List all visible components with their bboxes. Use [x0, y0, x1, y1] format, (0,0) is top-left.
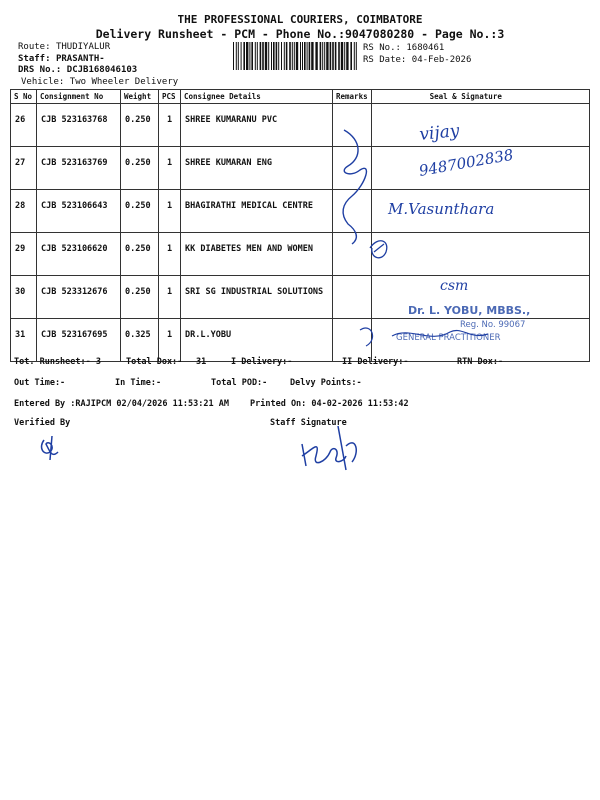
rs-no-line: RS No.: 1680461	[363, 43, 445, 53]
drs-value: DCJB168046103	[66, 65, 138, 75]
barcode-bar	[315, 42, 317, 70]
col-header-consignment: Consignment No	[37, 90, 121, 104]
rtn-dox: RTN Dox:-	[457, 357, 504, 367]
vehicle-value: Two Wheeler Delivery	[69, 76, 179, 87]
cell-sno: 31	[11, 319, 37, 362]
handwritten-row27: 9487002838	[417, 145, 515, 180]
barcode-bar	[335, 42, 337, 70]
staff-value: PRASANTH-	[55, 53, 105, 64]
cell-consignment: CJB 523106620	[37, 233, 121, 276]
barcode-bar	[273, 42, 275, 70]
col-header-weight: Weight	[121, 90, 159, 104]
barcode-bar	[320, 42, 322, 70]
barcode-bar	[350, 42, 352, 70]
cell-remarks	[333, 147, 372, 190]
barcode-bar	[338, 42, 340, 70]
barcode-bar	[271, 42, 272, 70]
drs-line: DRS No.: DCJB168046103	[18, 65, 138, 75]
table-row	[11, 147, 590, 190]
total-dox-value: 31	[196, 357, 207, 367]
cell-consignment: CJB 523163769	[37, 147, 121, 190]
header-left-block	[18, 42, 178, 88]
cell-seal	[371, 190, 589, 233]
barcode-bar	[265, 42, 267, 70]
cell-consignment: CJB 523106643	[37, 190, 121, 233]
entry-line	[14, 399, 409, 409]
cell-pcs: 1	[159, 276, 181, 319]
cell-weight: 0.250	[121, 190, 159, 233]
barcode-bar	[268, 42, 269, 70]
barcode-bar	[346, 42, 348, 70]
cell-pcs: 1	[159, 233, 181, 276]
barcode-bar	[330, 42, 332, 70]
barcode-bar	[257, 42, 258, 70]
barcode-bar	[326, 42, 328, 70]
cell-pcs: 1	[159, 104, 181, 147]
entered-by: Entered By :RAJIPCM 02/04/2026 11:53:21 AM	[14, 399, 229, 409]
col-header-sno: S No	[11, 90, 37, 104]
cell-sno: 30	[11, 276, 37, 319]
vehicle-line: Vehicle: Two Wheeler Delivery	[21, 76, 179, 87]
barcode-bar	[354, 42, 355, 70]
table-row	[11, 319, 590, 362]
cell-consignee: BHAGIRATHI MEDICAL CENTRE	[181, 190, 333, 233]
cell-pcs: 1	[159, 190, 181, 233]
col-header-seal: Seal & Signature	[371, 90, 589, 104]
barcode-bar	[241, 42, 242, 70]
cell-weight: 0.250	[121, 147, 159, 190]
barcode-bar	[276, 42, 278, 70]
cell-consignee: SHREE KUMARANU PVC	[181, 104, 333, 147]
delivery-table	[10, 89, 590, 362]
cell-consignment: CJB 523163768	[37, 104, 121, 147]
cell-pcs: 1	[159, 319, 181, 362]
cell-weight: 0.325	[121, 319, 159, 362]
table-row	[11, 233, 590, 276]
barcode-bar	[281, 42, 282, 70]
barcode-bar	[332, 42, 334, 70]
barcode-bar	[246, 42, 248, 70]
cell-remarks	[333, 190, 372, 233]
cell-seal	[371, 104, 589, 147]
tot-runsheet: Tot. Runsheet:- 3	[14, 357, 101, 367]
barcode-bar	[294, 42, 295, 70]
barcode-bar	[324, 42, 325, 70]
barcode-bar	[251, 42, 253, 70]
printed-on: Printed On: 04-02-2026 11:53:42	[250, 399, 409, 409]
barcode-bar	[292, 42, 293, 70]
stamp-name: Dr. L. YOBU, MBBS.,	[408, 304, 531, 317]
barcode-bar	[322, 42, 323, 70]
barcode-bar	[236, 42, 237, 70]
barcode-bar	[255, 42, 256, 70]
table-header-row	[11, 90, 590, 104]
barcode-bar	[278, 42, 279, 70]
cell-remarks	[333, 233, 372, 276]
delvy-points: Delvy Points:-	[290, 378, 362, 388]
verified-by: Verified By	[14, 418, 71, 428]
handwritten-row28: M.Vasunthara	[388, 200, 495, 218]
cell-remarks	[333, 319, 372, 362]
cell-sno: 26	[11, 104, 37, 147]
barcode-bar	[289, 42, 291, 70]
barcode-bar	[300, 42, 301, 70]
cell-consignee: SHREE KUMARAN ENG	[181, 147, 333, 190]
runsheet-subtitle: Delivery Runsheet - PCM - Phone No.:9047080280 - Page No.:3	[95, 27, 505, 41]
barcode-bar	[296, 42, 298, 70]
barcode-bar	[262, 42, 264, 70]
barcode-bar	[286, 42, 288, 70]
barcode-bar	[356, 42, 357, 70]
rs-date-line: RS Date: 04-Feb-2026	[363, 55, 472, 65]
barcode-bar	[311, 42, 313, 70]
total-dox-label: Total Dox:-	[126, 357, 183, 367]
cell-consignee: DR.L.YOBU	[181, 319, 333, 362]
col-header-consignee: Consignee Details	[181, 90, 333, 104]
table-row	[11, 276, 590, 319]
route-line: Route: THUDIYALUR	[18, 42, 111, 52]
cell-remarks	[333, 104, 372, 147]
company-title: THE PROFESSIONAL COURIERS, COIMBATORE	[177, 13, 423, 26]
i-delivery: I Delivery:-	[231, 357, 293, 367]
verified-signature	[42, 436, 58, 460]
signature-labels	[14, 418, 574, 428]
barcode	[233, 42, 358, 70]
handwritten-row26: vijay	[418, 120, 461, 145]
cell-weight: 0.250	[121, 104, 159, 147]
staff-signature-label: Staff Signature	[270, 418, 347, 428]
barcode-bar	[260, 42, 262, 70]
rs-date-value: 04-Feb-2026	[411, 55, 472, 65]
barcode-bar	[309, 42, 311, 70]
barcode-bar	[249, 42, 250, 70]
cell-consignee: KK DIABETES MEN AND WOMEN	[181, 233, 333, 276]
handwritten-row30: csm	[440, 278, 469, 294]
cell-seal	[371, 276, 589, 319]
stamp-role: GENERAL PRACTITIONER	[396, 333, 501, 343]
stamp-reg: Reg. No. 99067	[460, 320, 526, 330]
barcode-bar	[302, 42, 303, 70]
barcode-bar	[233, 42, 234, 70]
cell-sno: 29	[11, 233, 37, 276]
cell-seal	[371, 319, 589, 362]
col-header-remarks: Remarks	[333, 90, 372, 104]
in-time: In Time:-	[115, 378, 162, 388]
cell-sno: 27	[11, 147, 37, 190]
total-pod: Total POD:-	[211, 378, 268, 388]
cell-seal	[371, 147, 589, 190]
cell-weight: 0.250	[121, 233, 159, 276]
cell-consignment: CJB 523312676	[37, 276, 121, 319]
cell-remarks	[333, 276, 372, 319]
barcode-bar	[238, 42, 239, 70]
route-value: THUDIYALUR	[55, 42, 111, 52]
cell-consignment: CJB 523167695	[37, 319, 121, 362]
cell-sno: 28	[11, 190, 37, 233]
table-row	[11, 190, 590, 233]
staff-line: Staff: PRASANTH-	[18, 53, 105, 64]
barcode-bar	[341, 42, 343, 70]
rs-no-value: 1680461	[406, 43, 445, 53]
barcode-bar	[243, 42, 245, 70]
barcode-bar	[284, 42, 285, 70]
header-right-block	[363, 42, 471, 66]
ii-delivery: II Delivery:-	[342, 357, 409, 367]
barcode-bar	[344, 42, 345, 70]
cell-seal	[371, 233, 589, 276]
staff-signature	[302, 426, 356, 470]
table-row	[11, 104, 590, 147]
barcode-bar	[304, 42, 306, 70]
col-header-pcs: PCS	[159, 90, 181, 104]
cell-consignee: SRI SG INDUSTRIAL SOLUTIONS	[181, 276, 333, 319]
out-time: Out Time:-	[14, 378, 66, 388]
cell-pcs: 1	[159, 147, 181, 190]
barcode-bar	[307, 42, 308, 70]
cell-weight: 0.250	[121, 276, 159, 319]
